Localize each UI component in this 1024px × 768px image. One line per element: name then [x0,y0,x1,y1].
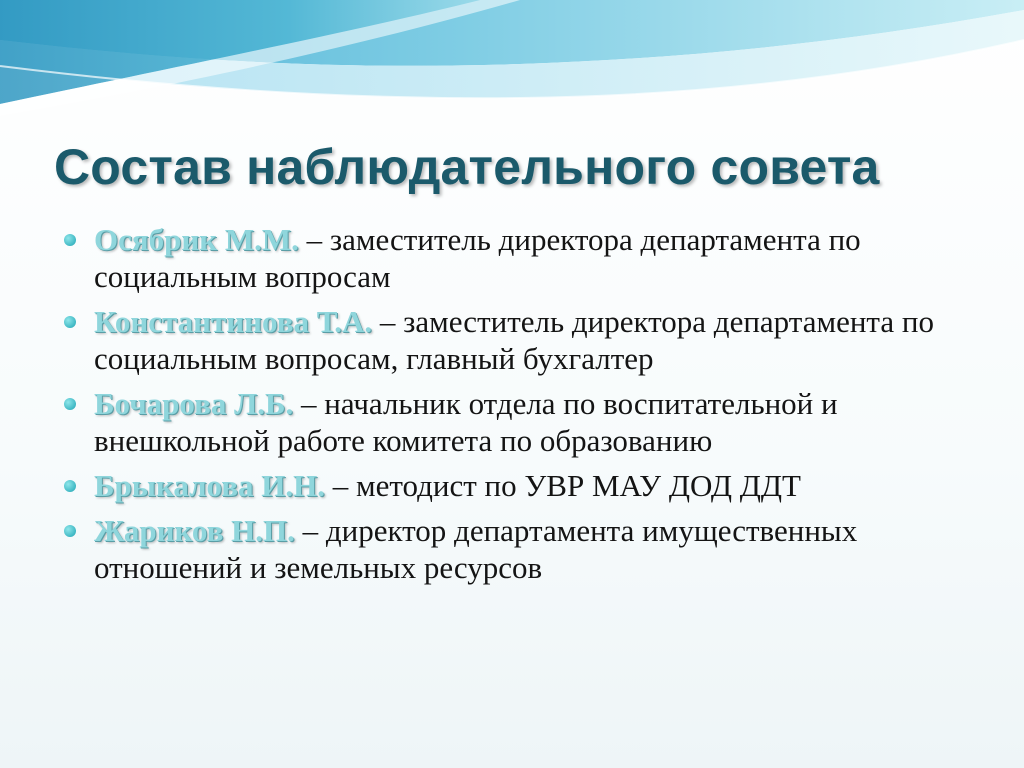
member-description: – заместитель директора департамента по социальным вопросам [94,222,861,294]
header-wave-decoration [0,0,1024,130]
bullet-icon [64,480,76,492]
member-description: – начальник отдела по воспитательной и внешкольной работе комитета по образованию [94,386,838,458]
member-description: – методист по УВР МАУ ДОД ДДТ [324,468,801,503]
member-description: – заместитель директора департамента по социальным вопросам, главный бухгалтер [94,304,934,376]
member-name: Осябрик М.М. [94,222,299,257]
slide-title: Состав наблюдательного совета [54,139,880,195]
list-item [62,512,982,586]
bullet-icon [64,525,76,537]
bullet-icon [64,234,76,246]
bullet-icon [64,316,76,328]
bullet-icon [64,398,76,410]
member-list [62,221,982,594]
member-name: Константинова Т.А. [94,304,373,339]
member-name: Брыкалова И.Н. [94,468,325,503]
member-description: – директор департамента имущественных отношений и земельных ресурсов [94,513,858,585]
list-item [62,467,982,504]
member-name: Жариков Н.П. [94,513,295,548]
list-item [62,221,982,295]
member-name: Бочарова Л.Б. [94,386,294,421]
list-item [62,385,982,459]
list-item [62,303,982,377]
